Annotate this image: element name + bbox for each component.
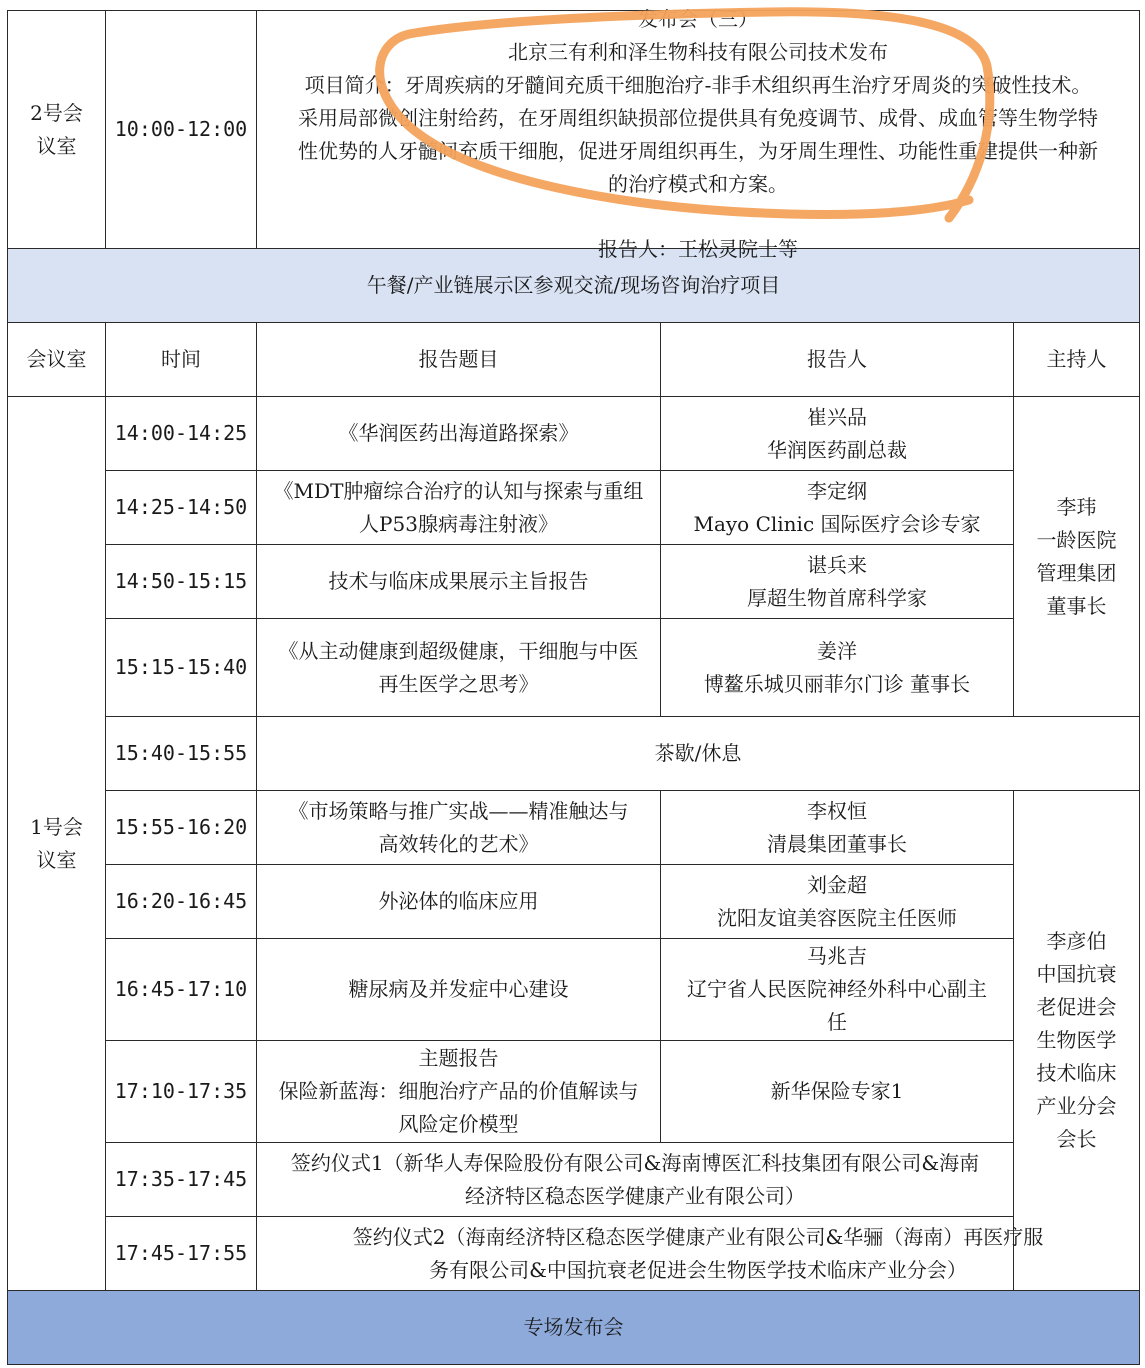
- header-time: 时间: [106, 323, 257, 397]
- topic-line: 《MDT肿瘤综合治疗的认知与探索与重组: [273, 478, 644, 503]
- topic-cell: [257, 471, 661, 545]
- signing-line: 务有限公司&中国抗衰老促进会生物医学技术临床产业分会）: [429, 1257, 967, 1282]
- table-row: [8, 471, 1140, 545]
- header-host: 主持人: [1014, 323, 1140, 397]
- time-cell-top: 10:00-12:00: [106, 11, 257, 249]
- speaker-cell: [661, 619, 1014, 717]
- room-2-label: 2号会议室: [30, 100, 83, 158]
- header-speaker: 报告人: [661, 323, 1014, 397]
- speaker-cell: [661, 939, 1014, 1041]
- time-cell: 14:25-14:50: [106, 471, 257, 545]
- time-cell: 15:15-15:40: [106, 619, 257, 717]
- speaker-title: 沈阳友谊美容医院主任医师: [717, 905, 957, 930]
- signing-cell-1: [257, 1143, 1014, 1217]
- table-row: [8, 717, 1140, 791]
- room-cell-2: [8, 11, 106, 249]
- topic-line: 技术与临床成果展示主旨报告: [328, 569, 589, 593]
- session-title: 发布会（三）: [638, 7, 758, 31]
- speaker-cell: [661, 865, 1014, 939]
- speaker-cell: [661, 791, 1014, 865]
- time-cell: 15:40-15:55: [106, 717, 257, 791]
- topic-line: 《市场策略与推广实战——精准触达与: [288, 798, 629, 823]
- host-line: 李玮: [1056, 494, 1097, 519]
- host-line: 李彦伯: [1046, 929, 1107, 953]
- table-row: [8, 791, 1140, 865]
- lunch-band: 午餐/产业链展示区参观交流/现场咨询治疗项目: [8, 249, 1140, 323]
- table-row: [8, 1041, 1140, 1143]
- time-cell: 17:35-17:45: [106, 1143, 257, 1217]
- room-1-label: 1号会议室: [30, 814, 83, 872]
- topic-line: 《华润医药出海道路探索》: [338, 421, 579, 445]
- speaker-title: 清晨集团董事长: [767, 831, 907, 856]
- speaker-title: Mayo Clinic 国际医疗会诊专家: [693, 511, 981, 536]
- topic-line: 主题报告: [418, 1046, 499, 1070]
- header-row: [8, 323, 1140, 397]
- topic-line: 《从主动健康到超级健康，干细胞与中医: [278, 638, 639, 663]
- room-cell-1: [8, 397, 106, 1291]
- host-line: 老促进会: [1036, 995, 1117, 1019]
- speaker-cell: [661, 471, 1014, 545]
- topic-cell: [257, 865, 661, 939]
- host-cell-1: [1014, 397, 1140, 717]
- press-release-row: [8, 11, 1140, 249]
- host-line: 中国抗衰: [1036, 962, 1117, 986]
- host-line: 一龄医院: [1036, 527, 1117, 552]
- special-release-band: 专场发布会: [8, 1291, 1140, 1365]
- header-topic: 报告题目: [257, 323, 661, 397]
- intro-line-3: 性优势的人牙髓间充质干细胞，促进牙周组织再生，为牙周生理性、功能性重建提供一种新: [298, 139, 1098, 163]
- host-cell-2: [1014, 791, 1140, 1291]
- signing-line: 经济特区稳态医学健康产业有限公司）: [465, 1183, 805, 1208]
- table-row: [8, 619, 1140, 717]
- topic-line: 风险定价模型: [398, 1112, 519, 1136]
- topic-line: 保险新蓝海：细胞治疗产品的价值解读与: [278, 1079, 639, 1103]
- speaker-name: 谌兵来: [807, 552, 867, 577]
- reporter-line: 报告人：王松灵院士等: [598, 237, 798, 261]
- time-cell: 17:45-17:55: [106, 1217, 257, 1291]
- table-row: [8, 545, 1140, 619]
- topic-cell: [257, 545, 661, 619]
- signing-cell-2: [257, 1217, 1140, 1291]
- table-row: [8, 397, 1140, 471]
- speaker-title: 博鳌乐城贝丽菲尔门诊 董事长: [703, 671, 971, 696]
- speaker-name: 李定纲: [807, 478, 867, 503]
- speaker-name: 刘金超: [807, 872, 867, 897]
- time-cell: 17:10-17:35: [106, 1041, 257, 1143]
- intro-line-1: 项目简介：牙周疾病的牙髓间充质干细胞治疗-非手术组织再生治疗牙周炎的突破性技术。: [304, 73, 1092, 97]
- topic-cell: [257, 397, 661, 471]
- speaker-name: 李权恒: [807, 798, 867, 823]
- topic-cell: [257, 1041, 661, 1143]
- topic-cell: [257, 939, 661, 1041]
- speaker-title: 辽宁省人民医院神经外科中心副主: [687, 977, 987, 1001]
- topic-cell: [257, 791, 661, 865]
- table-row: [8, 1143, 1140, 1217]
- topic-line: 再生医学之思考》: [378, 671, 539, 696]
- signing-line: 签约仪式2（海南经济特区稳态医学健康产业有限公司&华骊（海南）再医疗服: [352, 1224, 1044, 1249]
- intro-line-4: 的治疗模式和方案。: [608, 172, 788, 196]
- speaker-cell: [661, 1041, 1014, 1143]
- topic-line: 高效转化的艺术》: [378, 831, 539, 856]
- topic-line: 人P53腺病毒注射液》: [359, 511, 558, 536]
- speaker-cell: [661, 397, 1014, 471]
- time-cell: 16:45-17:10: [106, 939, 257, 1041]
- intro-line-2: 采用局部微创注射给药，在牙周组织缺损部位提供具有免疫调节、成骨、成血管等生物学特: [298, 106, 1098, 130]
- table-row: [8, 939, 1140, 1041]
- time-cell: 16:20-16:45: [106, 865, 257, 939]
- time-cell: 15:55-16:20: [106, 791, 257, 865]
- press-release-cell: [257, 7, 1140, 261]
- topic-line: 外泌体的临床应用: [378, 889, 539, 913]
- host-line: 产业分会: [1036, 1094, 1117, 1118]
- host-line: 董事长: [1046, 593, 1107, 618]
- table-row: [8, 1217, 1140, 1291]
- host-line: 会长: [1056, 1127, 1097, 1151]
- header-room: 会议室: [8, 323, 106, 397]
- speaker-title: 任: [827, 1010, 847, 1034]
- speaker-title: 厚超生物首席科学家: [747, 585, 927, 610]
- topic-line: 糖尿病及并发症中心建设: [348, 977, 569, 1001]
- speaker-name: 马兆吉: [807, 944, 867, 968]
- host-line: 生物医学: [1036, 1028, 1117, 1052]
- speaker-name: 崔兴品: [807, 404, 867, 429]
- speaker-name: 姜洋: [817, 638, 857, 663]
- company-title: 北京三有利和泽生物科技有限公司技术发布: [508, 40, 888, 64]
- host-line: 技术临床: [1036, 1061, 1117, 1085]
- table-row: [8, 865, 1140, 939]
- speaker-title: 华润医药副总裁: [767, 437, 907, 462]
- time-cell: 14:50-15:15: [106, 545, 257, 619]
- schedule-table: [7, 7, 1140, 1365]
- time-cell: 14:00-14:25: [106, 397, 257, 471]
- tea-break-cell: 茶歇/休息: [257, 717, 1140, 791]
- signing-line: 签约仪式1（新华人寿保险股份有限公司&海南博医汇科技集团有限公司&海南: [290, 1150, 980, 1175]
- speaker-cell: [661, 545, 1014, 619]
- topic-cell: [257, 619, 661, 717]
- host-line: 管理集团: [1036, 560, 1117, 585]
- speaker-name: 新华保险专家1: [770, 1079, 904, 1103]
